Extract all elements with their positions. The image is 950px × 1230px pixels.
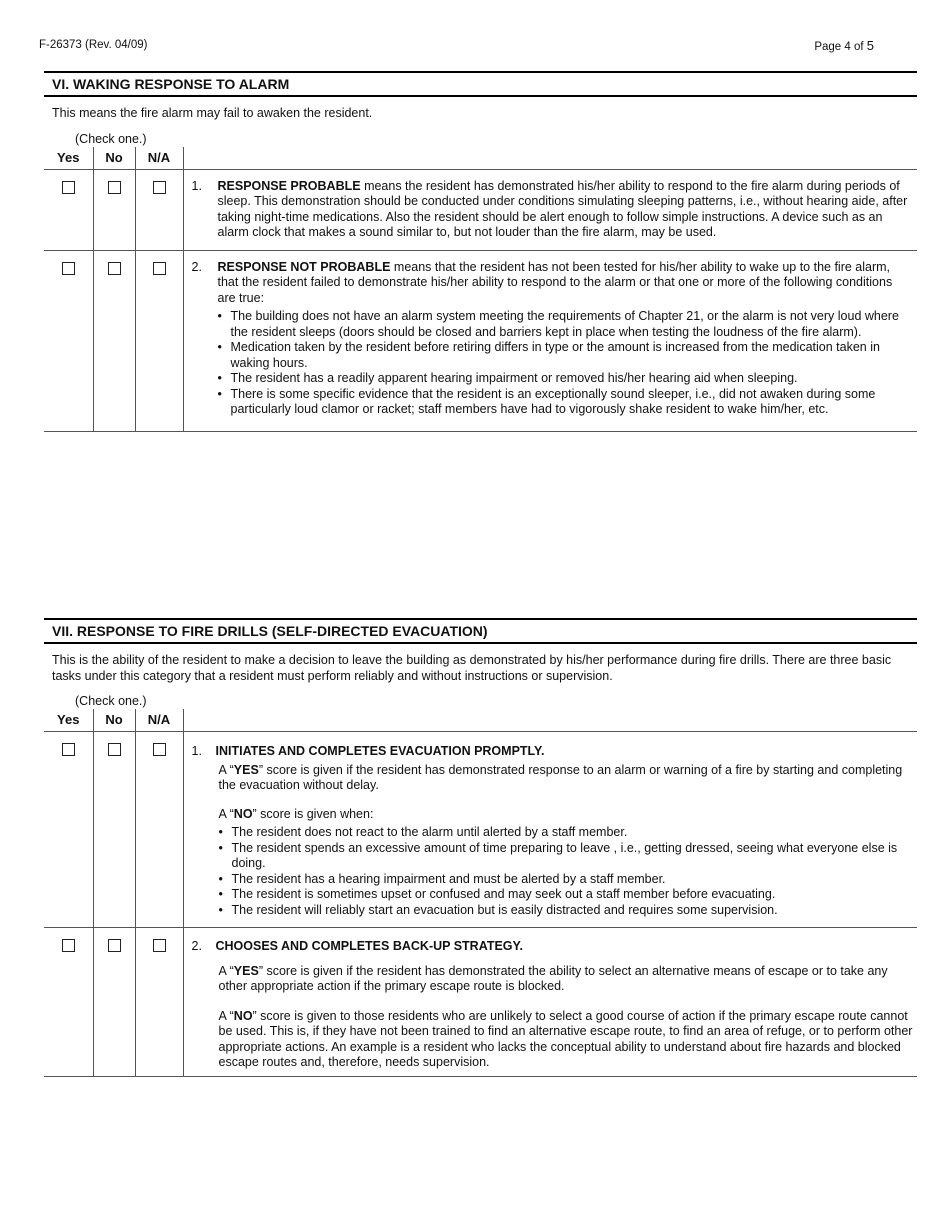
page-total: 5 xyxy=(866,38,874,53)
na-checkbox[interactable] xyxy=(153,181,166,194)
section-waking-response xyxy=(44,71,917,432)
no-quote-open: A “ xyxy=(218,806,234,821)
list-item: • The resident is sometimes upset or confused and may seek out a staff member before evacuating. xyxy=(219,887,914,903)
table-row xyxy=(44,732,917,928)
col-na: N/A xyxy=(135,147,183,170)
na-checkbox[interactable] xyxy=(153,939,166,952)
section-intro: This means the fire alarm may fail to awaken the resident. xyxy=(52,106,373,120)
check-one-label: (Check one.) xyxy=(75,694,147,708)
form-id: F-26373 (Rev. 04/09) xyxy=(39,39,148,51)
list-item: • The resident spends an excessive amount of time preparing to leave , i.e., getting dressed, seeing what everyone else is doing. xyxy=(219,841,914,872)
table-row xyxy=(44,250,917,431)
no-word: NO xyxy=(233,1008,253,1023)
yes-score-text: ” score is given if the resident has demonstrated the ability to select an alternative means of escape or to take any other appropriate action if the primary escape route is blocked. xyxy=(218,963,888,993)
yes-checkbox[interactable] xyxy=(62,262,75,275)
item-number: 1. xyxy=(191,744,202,758)
yes-checkbox[interactable] xyxy=(62,181,75,194)
no-checkbox[interactable] xyxy=(108,181,121,194)
page-header xyxy=(39,38,874,54)
section-title: VII. RESPONSE TO FIRE DRILLS (SELF-DIRECTED EVACUATION) xyxy=(44,618,917,644)
yes-quote-open: A “ xyxy=(218,963,234,978)
check-one-label: (Check one.) xyxy=(75,131,147,146)
na-checkbox[interactable] xyxy=(153,262,166,275)
table-row xyxy=(44,169,917,250)
item-heading: CHOOSES AND COMPLETES BACK-UP STRATEGY. xyxy=(215,939,523,953)
list-item: • Medication taken by the resident before retiring differs in type or the amount is increased from the medication taken in waking hours. xyxy=(218,340,914,371)
col-no: No xyxy=(93,147,135,170)
list-item: • The resident has a readily apparent hearing impairment or removed his/her hearing aid when sleeping. xyxy=(218,371,914,387)
col-yes: Yes xyxy=(44,709,93,732)
no-checkbox[interactable] xyxy=(108,743,121,756)
yes-word: YES xyxy=(233,762,259,777)
no-score-text: ” score is given when: xyxy=(252,806,374,821)
yes-score-text: ” score is given if the resident has demonstrated response to an alarm or warning of a fire by starting and completing the evacuation without delay. xyxy=(218,762,903,792)
item-number: 2. xyxy=(191,939,202,953)
item-text: means that the resident has not been tested for his/her ability to wake up to the fire alarm, that the resident failed to demonstrate his/her ability to respond to the alarm or that one or more of the following conditions are true: xyxy=(217,259,893,305)
item-text: means the resident has demonstrated his/her ability to respond to the fire alarm during periods of sleep. This demonstration should be conducted under conditions simulating sleeping patterns, i.e., without hearing aide, after taking night-time medications. Also the resident should be alert enough to follow simple instructions. A device such as an alarm clock that makes a sound similar to, but not louder than the fire alarm, may be used. xyxy=(217,178,908,239)
item-heading: RESPONSE NOT PROBABLE xyxy=(217,259,391,274)
na-checkbox[interactable] xyxy=(153,743,166,756)
table-row xyxy=(44,928,917,1077)
no-word: NO xyxy=(233,806,253,821)
criteria-list xyxy=(219,825,914,918)
col-na: N/A xyxy=(135,709,183,732)
list-item: • The resident has a hearing impairment and must be alerted by a staff member. xyxy=(219,872,914,888)
no-checkbox[interactable] xyxy=(108,939,121,952)
list-item: • The resident will reliably start an evacuation but is easily distracted and requires some supervision. xyxy=(219,903,914,919)
yes-checkbox[interactable] xyxy=(62,743,75,756)
item-number: 1. xyxy=(191,178,202,193)
section-fire-drills xyxy=(44,618,917,1077)
condition-list xyxy=(218,309,914,418)
section-intro: This is the ability of the resident to make a decision to leave the building as demonstrated by his/her performance during fire drills. There are three basic tasks under this category that a resident must perform reliably and without instructions or supervision. xyxy=(52,653,892,683)
col-description xyxy=(183,709,917,732)
yes-quote-open: A “ xyxy=(218,762,234,777)
yes-checkbox[interactable] xyxy=(62,939,75,952)
item-number: 2. xyxy=(191,259,202,274)
no-checkbox[interactable] xyxy=(108,262,121,275)
checklist-table xyxy=(44,709,917,1077)
item-heading: INITIATES AND COMPLETES EVACUATION PROMPTLY. xyxy=(215,744,545,758)
list-item: • The building does not have an alarm system meeting the requirements of Chapter 21, or the alarm is not very loud where the resident sleeps (doors should be closed and barriers kept in place when testing the loudness of the fire alarm). xyxy=(218,309,914,340)
col-no: No xyxy=(93,709,135,732)
col-yes: Yes xyxy=(44,147,93,170)
no-score-text: ” score is given to those residents who are unlikely to select a good course of action if the primary escape route cannot be used. This is, if they have not been trained to find an alternative escape route, to find an area of refuge, or to perform other appropriate actions. An example is a resident who lacks the conceptual ability to understand about fire hazards and blocked escape routes and, therefore, needs supervision. xyxy=(218,1008,913,1069)
page-number xyxy=(814,38,874,56)
page-prefix: Page 4 of xyxy=(814,41,867,53)
list-item: • There is some specific evidence that the resident is an exceptionally sound sleeper, i.e., did not awaken during some particularly loud clamor or racket; staff members have had to vigorously shake resident to wake him/her, etc. xyxy=(218,387,914,418)
section-title: VI. WAKING RESPONSE TO ALARM xyxy=(44,71,917,97)
yes-word: YES xyxy=(233,963,259,978)
item-heading: RESPONSE PROBABLE xyxy=(217,178,361,193)
list-item: • The resident does not react to the alarm until alerted by a staff member. xyxy=(219,825,914,841)
col-description xyxy=(183,147,917,170)
no-quote-open: A “ xyxy=(218,1008,234,1023)
checklist-table xyxy=(44,147,917,432)
